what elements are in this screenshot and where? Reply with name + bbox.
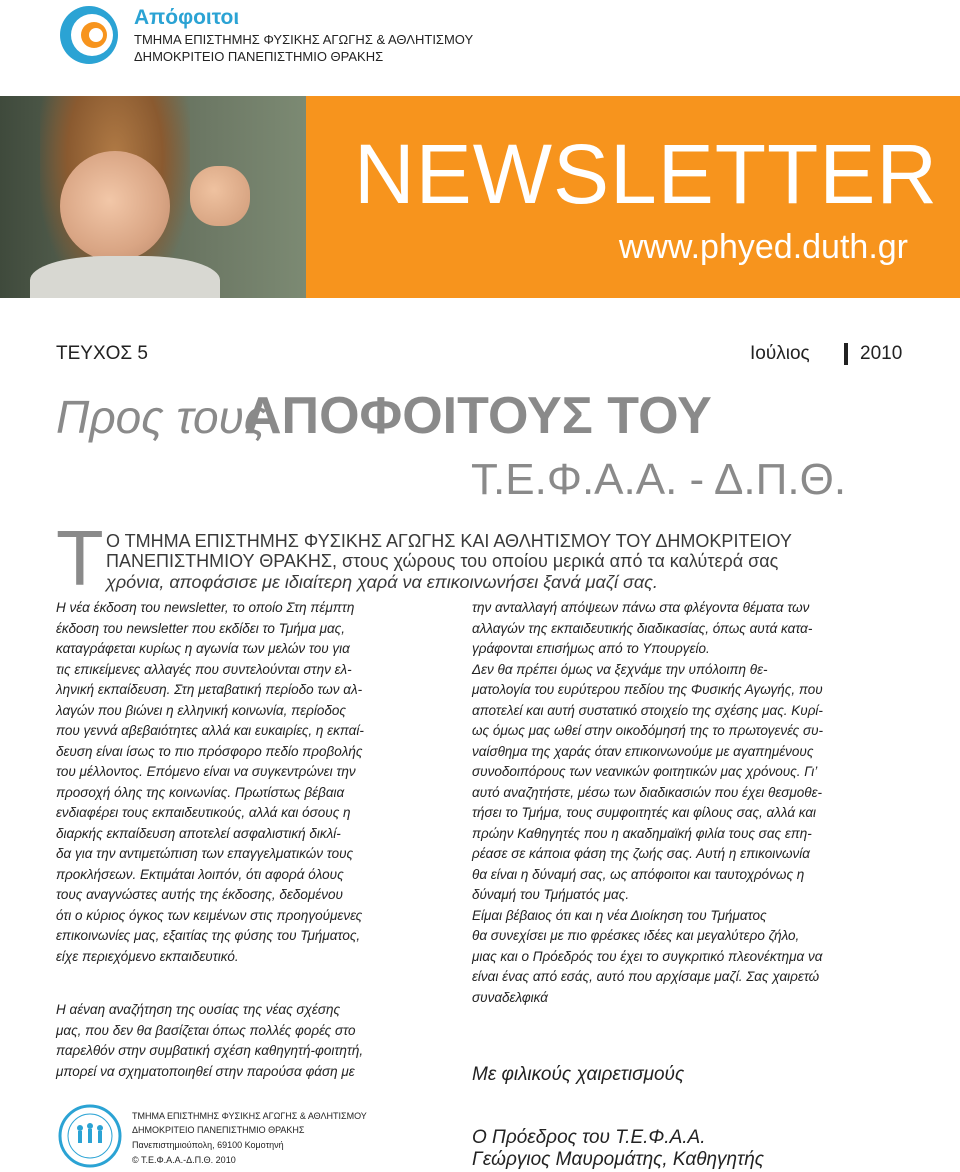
body-text-line: ρέασε σε κάποια φάση της ζωής σας. Αυτή η επικοινωνία	[472, 846, 810, 861]
body-text-line: μπορεί να σχηματοποιηθεί στην παρούσα φάση με	[56, 1063, 355, 1079]
body-text-line: συνοδοιπόρους των νεανικών φοιτητικών μας χρόνους. Γι’	[472, 764, 818, 779]
body-text-line: ότι ο κύριος όγκος των κειμένων στις προηγούμενες	[56, 907, 363, 923]
body-left-column	[56, 598, 441, 967]
headline-department: Τ.Ε.Φ.Α.Α. - Δ.Π.Θ.	[471, 455, 847, 504]
website-link[interactable]: www.phyed.duth.gr	[618, 228, 908, 266]
body-text-line: ενδιαφέρει τους εκπαιδευτικούς, αλλά και όσους η	[56, 805, 351, 820]
body-text-line: τους αναγνώστες αυτής της έκδοσης, δεδομένου	[56, 887, 343, 902]
body-text-line: θα είναι η δύναμή σας, ως απόφοιτοι και ταυτοχρόνως η	[472, 866, 805, 882]
body-text-line: επικοινωνίες μας, εξαιτίας της φύσης του Τμήματος,	[56, 928, 361, 943]
body-text-line: δα για την αντιμετώπιση των επαγγελματικών τους	[56, 846, 354, 861]
body-text-line: λαγών που βιώνει η ελληνική κοινωνία, περίοδος	[56, 702, 346, 718]
footer-department: ΤΜΗΜΑ ΕΠΙΣΤΗΜΗΣ ΦΥΣΙΚΗΣ ΑΓΩΓΗΣ & ΑΘΛΗΤΙΣΜΟΥ	[132, 1111, 367, 1121]
body-text-line: μιας και ο Πρόεδρός του έχει το συγκριτικό πλεονέκτημα να	[472, 948, 823, 964]
body-text-line: διαρκής εκπαίδευση αποτελεί ασφαλιστική δικλί-	[56, 825, 341, 841]
body-text-line: τις επικείμενες αλλαγές που συντελούνται στην ελ-	[56, 661, 352, 677]
intro-line: χρόνια, αποφάσισε με ιδιαίτερη χαρά να επικοινωνήσει ξανά μαζί σας.	[106, 572, 658, 592]
body-text-line: Η αέναη αναζήτηση της ουσίας της νέας σχέσης	[56, 1002, 341, 1017]
body-text-line: αλλαγών της εκπαιδευτικής διαδικασίας, όπως αυτά κατα-	[472, 620, 813, 636]
body-text-line: ως όμως μας ωθεί στην οικοδόμησή της το πρωτογενές συ-	[472, 723, 824, 738]
issue-month: Ιούλιος	[750, 343, 810, 364]
issue-number: ΤΕΥΧΟΣ 5	[56, 343, 148, 364]
photo-shirt-shape	[30, 256, 220, 298]
intro-line: ΠΑΝΕΠΙΣΤΗΜΙΟΥ ΘΡΑΚΗΣ, στους χώρους του οποίου μερικά από τα καλύτερά σας	[106, 551, 779, 571]
org-department: ΤΜΗΜΑ ΕΠΙΣΤΗΜΗΣ ΦΥΣΙΚΗΣ ΑΓΩΓΗΣ & ΑΘΛΗΤΙΣΜΟΥ	[134, 32, 474, 47]
intro-line: Ο ΤΜΗΜΑ ΕΠΙΣΤΗΜΗΣ ΦΥΣΙΚΗΣ ΑΓΩΓΗΣ ΚΑΙ ΑΘΛΗΤΙΣΜΟΥ ΤΟΥ ΔΗΜΟΚΡΙΤΕΙΟΥ	[106, 531, 792, 551]
body-text-line: αυτό αναζητήστε, μέσω των διαδικασιών που έχει θεσμοθε-	[472, 784, 823, 800]
body-text-line: μας, που δεν θα βασίζεται όπως πολλές φορές στο	[56, 1022, 356, 1038]
banner-photo	[0, 96, 306, 298]
photo-face-shape	[60, 151, 170, 261]
body-text-line: Είμαι βέβαιος ότι και η νέα Διοίκηση του Τμήματος	[472, 907, 767, 923]
signature-title: Ο Πρόεδρος του Τ.Ε.Φ.Α.Α.	[472, 1127, 706, 1148]
body-text-line: ματολογία του ευρύτερου πεδίου της Φυσικής Αγωγής, που	[472, 682, 823, 697]
photo-hand-shape	[190, 166, 250, 226]
body-left-column-continued	[56, 1000, 441, 1082]
footer-address: Πανεπιστημιούπολη, 69100 Κομοτηνή	[132, 1140, 284, 1150]
body-text-line: έκδοση του newsletter που εκδίδει το Τμήμα μας,	[56, 620, 345, 636]
body-text-line: που γεννά αβεβαιότητες αλλά και ευκαιρίες, η εκπαί-	[56, 723, 364, 738]
signature-name: Γεώργιος Μαυρομάτης, Καθηγητής	[472, 1149, 765, 1170]
body-right-column	[472, 598, 912, 1008]
headline-prefix: Προς τους	[56, 391, 267, 443]
body-text-line: είναι ένας από εσάς, αυτό που αρχίσαμε μαζί. Σας χαιρετώ	[472, 969, 820, 984]
body-text-line: ληνική εκπαίδευση. Στη μεταβατική περίοδο των αλ-	[56, 682, 363, 697]
body-text-line: θα συνεχίσει με πιο φρέσκες ιδέες και μεγαλύτερο ζήλο,	[472, 928, 800, 943]
body-text-line: δευση είναι ίσως το πιο πρόσφορο πεδίο προβολής	[56, 743, 363, 759]
alumni-logo-icon	[58, 4, 120, 66]
body-text-line: Δεν θα πρέπει όμως να ξεχνάμε την υπόλοιπη θε-	[472, 661, 768, 677]
body-text-line: την ανταλλαγή απόψεων πάνω στα φλέγοντα θέματα των	[472, 600, 810, 615]
body-text-line: καταγράφεται κυρίως η αγωνία των μελών του για	[56, 641, 350, 656]
body-text-line: συναδελφικά	[472, 989, 548, 1005]
headline-main: ΑΠΟΦΟΙΤΟΥΣ ΤΟΥ	[244, 387, 712, 445]
body-text-line: Η νέα έκδοση του newsletter, το οποίο Στη πέμπτη	[56, 600, 355, 615]
org-university: ΔΗΜΟΚΡΙΤΕΙΟ ΠΑΝΕΠΙΣΤΗΜΙΟ ΘΡΑΚΗΣ	[134, 49, 384, 64]
date-separator	[844, 343, 848, 365]
newsletter-title: NEWSLETTER	[354, 127, 939, 221]
body-text-line: πρώην Καθηγητές που η ακαδημαϊκή φιλία τους σας επη-	[472, 825, 812, 841]
footer-university: ΔΗΜΟΚΡΙΤΕΙΟ ΠΑΝΕΠΙΣΤΗΜΙΟ ΘΡΑΚΗΣ	[132, 1125, 305, 1135]
department-seal-icon	[58, 1104, 122, 1168]
body-text-line: προκλήσεων. Εκτιμάται λοιπόν, ότι αφορά όλους	[56, 866, 344, 882]
issue-year: 2010	[860, 343, 903, 364]
body-text-line: του μέλλοντος. Επόμενο είναι να συγκεντρώνει την	[56, 764, 356, 779]
drop-cap: Τ	[56, 514, 104, 602]
closing-greeting: Με φιλικούς χαιρετισμούς	[472, 1064, 685, 1085]
body-text-line: δύναμή του Τμήματός μας.	[472, 887, 630, 902]
body-text-line: τήσει το Τμήμα, τους συμφοιτητές και φίλους σας, αλλά και	[472, 805, 817, 820]
org-title: Απόφοιτοι	[134, 6, 240, 29]
body-text-line: παρελθόν στην συμβατική σχέση καθηγητή-φοιτητή,	[56, 1043, 364, 1058]
body-text-line: ναίσθημα της χαράς όταν επικοινωνούμε με αγαπημένους	[472, 743, 814, 759]
body-text-line: προσοχή όλης της κοινωνίας. Πρωτίστως βέβαια	[56, 784, 345, 800]
body-text-line: γράφονται επισήμως από το Υπουργείο.	[472, 641, 710, 656]
body-text-line: είχε περιεχόμενο εκπαιδευτικό.	[56, 948, 239, 964]
body-text-line: αποτελεί και αυτή συστατικό στοιχείο της σχέσης μας. Κυρί-	[472, 702, 823, 718]
footer-copyright: © Τ.Ε.Φ.Α.Α.-Δ.Π.Θ. 2010	[132, 1155, 236, 1165]
